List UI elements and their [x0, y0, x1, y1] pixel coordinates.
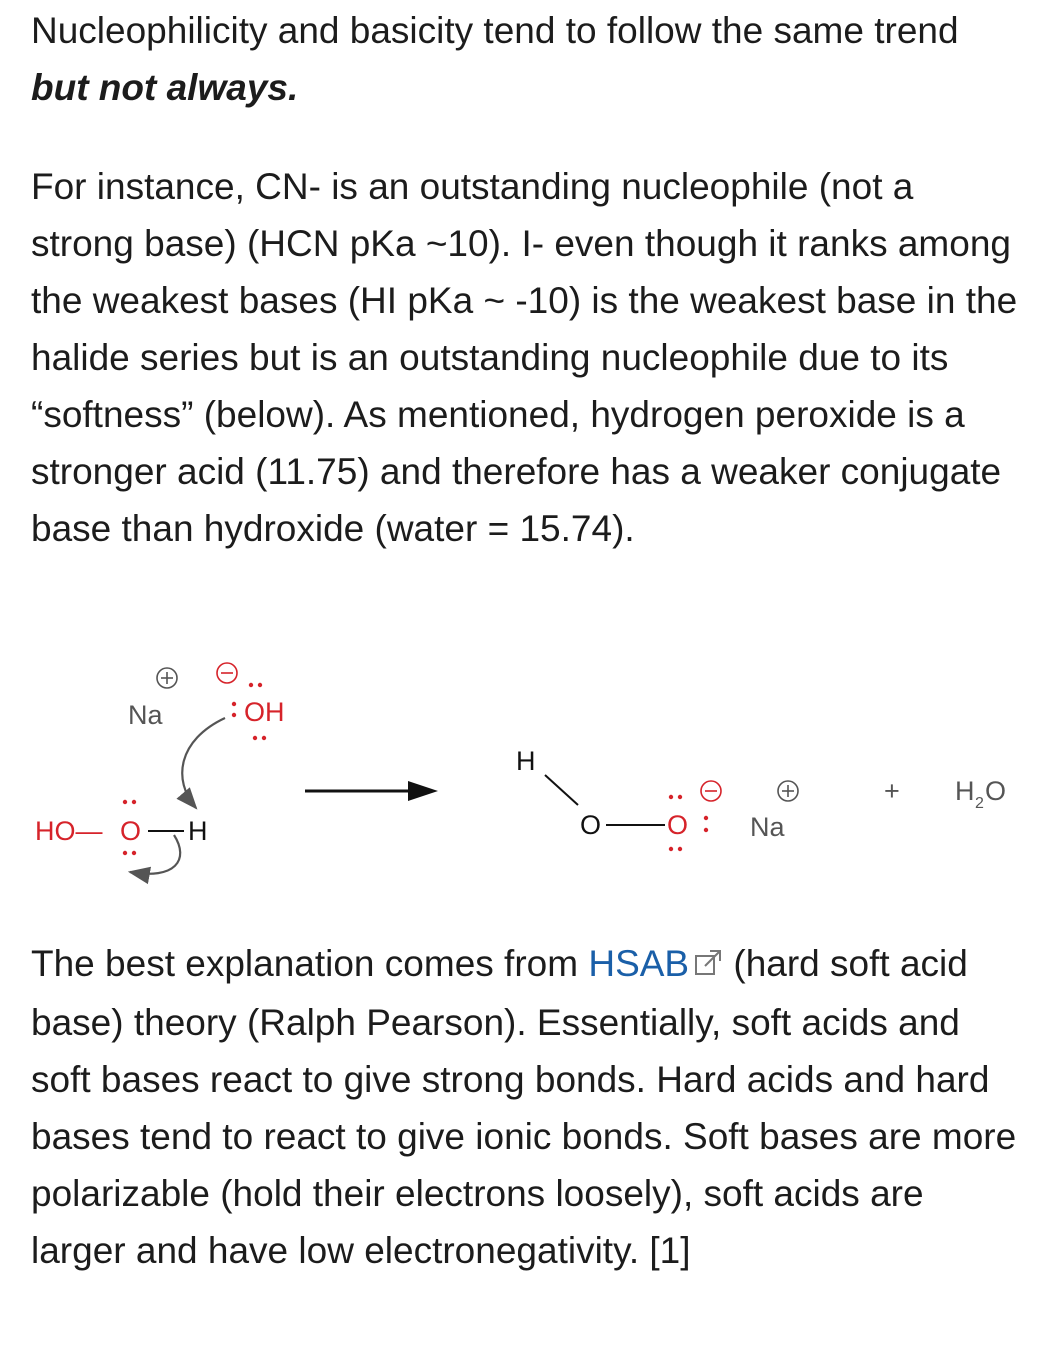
peroxide-oxygen: O: [120, 816, 142, 846]
water-molecule: [955, 776, 1006, 812]
peroxide-hydrogen: H: [188, 816, 208, 846]
product-hydrogen: H: [516, 746, 536, 776]
sodium-label: Na: [128, 700, 163, 730]
water-subscript: 2: [975, 795, 984, 812]
hydroxide-anion: [217, 663, 285, 740]
sodium-cation: [128, 668, 177, 730]
hsab-text-after: (hard soft acid base) theory (Ralph Pearson). Essentially, soft acids and soft bases react to give strong bonds. Hard acids and hard bases tend to react to give ionic bonds. Soft bases are more polarizable (hold their electrons loosely), soft acids are larger and have low electronegativity. [1]: [31, 943, 1017, 1271]
peroxide-ho: HO—: [35, 816, 103, 846]
external-link-icon[interactable]: [693, 937, 723, 994]
intro-text: Nucleophilicity and basicity tend to follow the same trend: [31, 10, 959, 51]
intro-emphasis: but not always.: [31, 67, 299, 108]
arrow-head-icon: [408, 781, 438, 801]
hydroxide-label: OH: [244, 697, 285, 727]
hydroperoxide-product: [516, 746, 721, 851]
curved-arrow-icon: [182, 718, 225, 808]
intro-paragraph: [31, 2, 1021, 116]
hsab-text-before: The best explanation comes from: [31, 943, 589, 984]
water-oxygen: O: [985, 776, 1007, 806]
hydrogen-peroxide: [35, 800, 208, 855]
reaction-diagram: [0, 640, 1038, 900]
water-hydrogen: H: [955, 776, 975, 806]
product-oxygen-2: O: [667, 810, 689, 840]
hsab-link[interactable]: HSAB: [588, 943, 690, 984]
example-paragraph: For instance, CN- is an outstanding nucleophile (not a strong base) (HCN pKa ~10). I- even though it ranks among the weakest bases (HI pKa ~ -10) is the weakest base in the halide series but is an outstanding nucleophile due to its “softness” (below). As mentioned, hydrogen peroxide is a stronger acid (11.75) and therefore has a weaker conjugate base than hydroxide (water = 15.74).: [31, 166, 1018, 549]
product-sodium-label: Na: [750, 812, 785, 842]
product-sodium-cation: [750, 781, 798, 842]
hsab-paragraph: [31, 935, 1021, 1279]
plus-sign: +: [884, 776, 900, 806]
product-oxygen-1: O: [580, 810, 602, 840]
